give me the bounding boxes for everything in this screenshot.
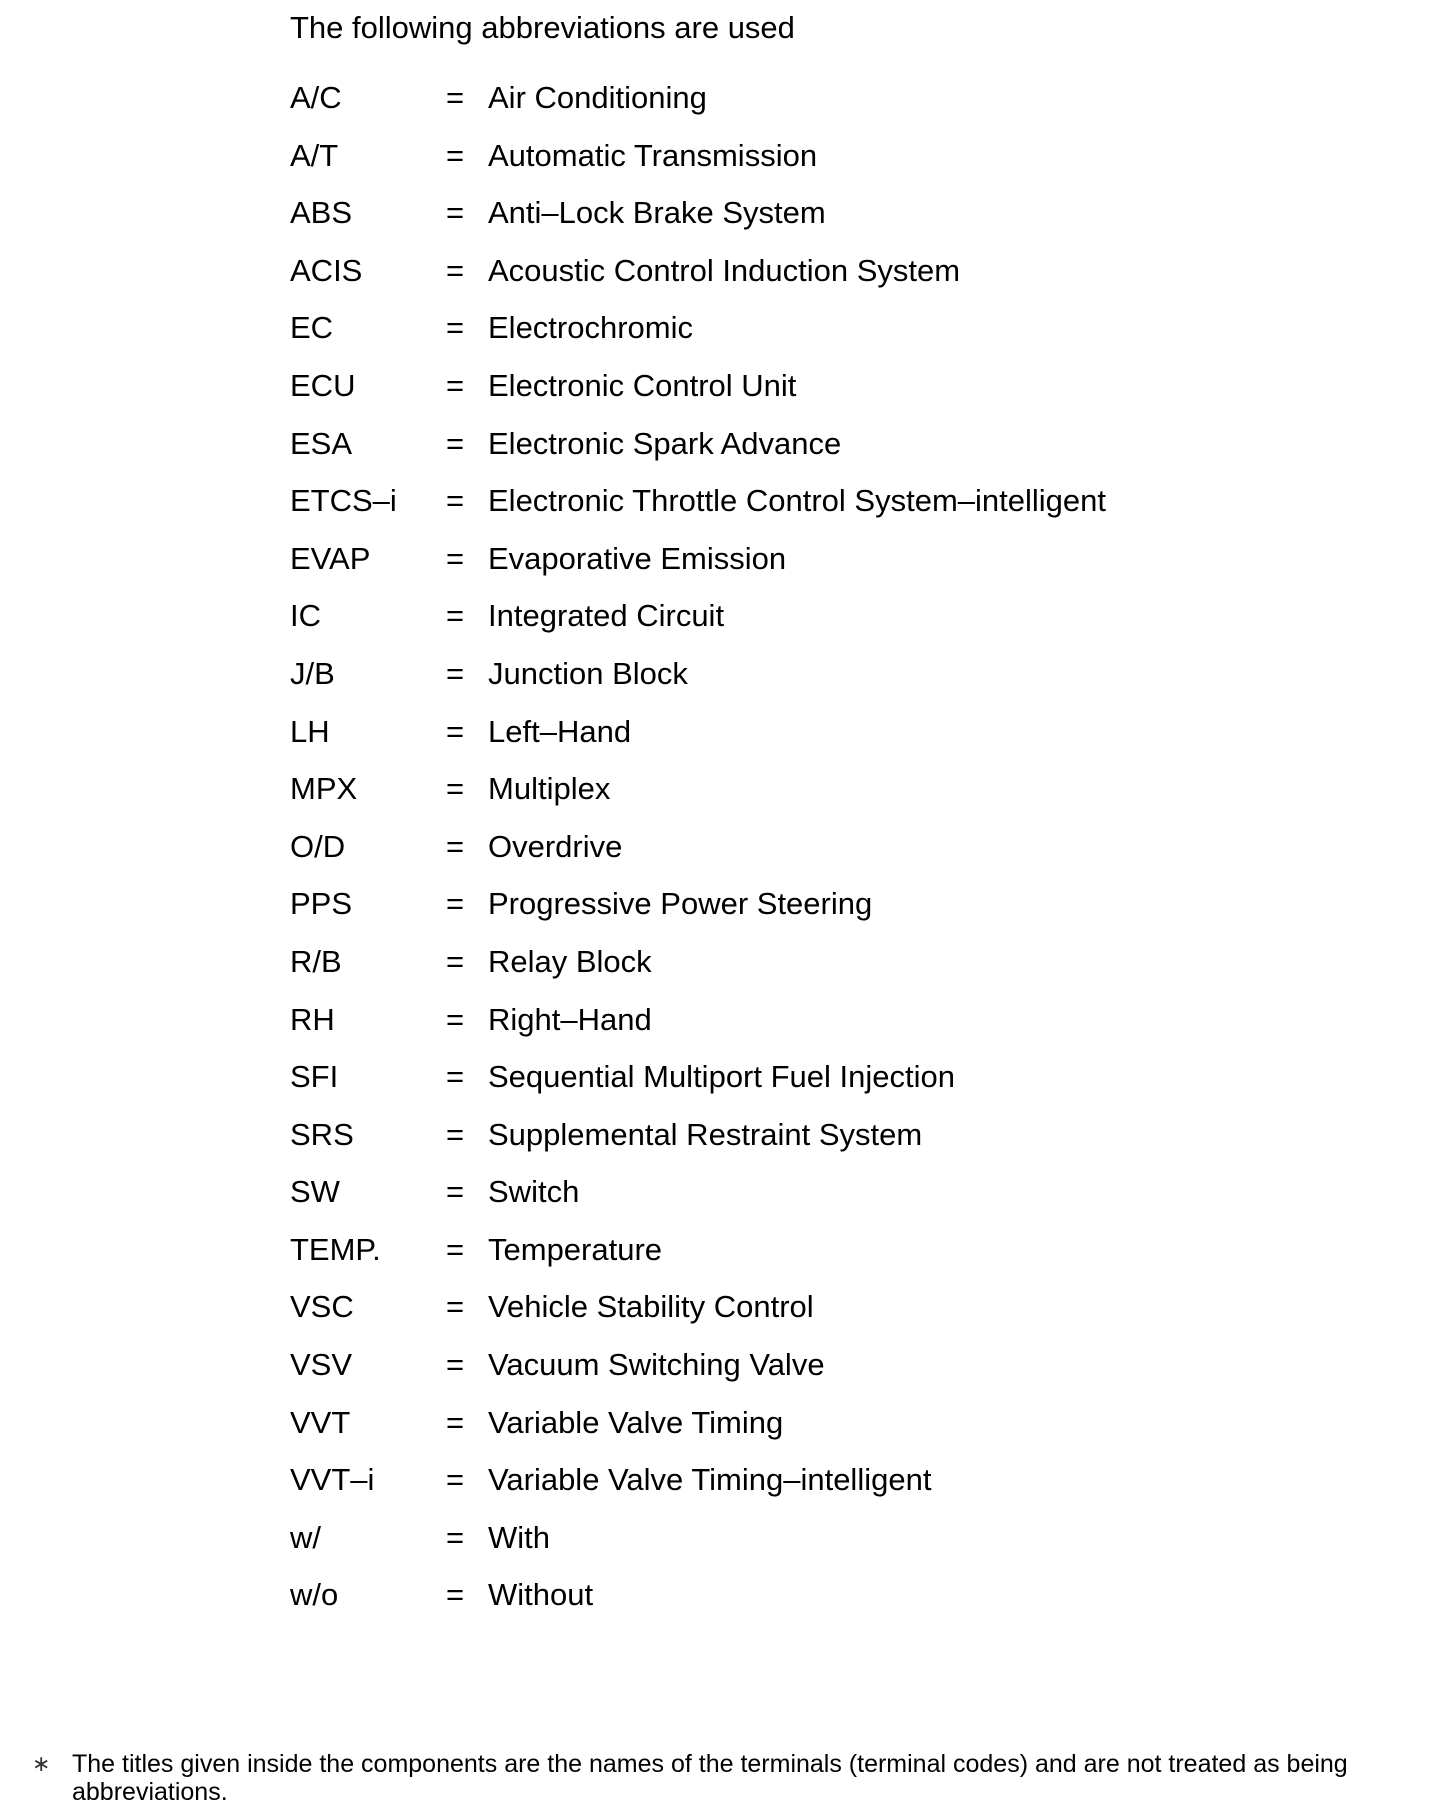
abbreviation-term: O/D (290, 828, 346, 864)
abbreviation-term: VVT–i (290, 1462, 375, 1498)
list-item (290, 827, 1106, 885)
abbreviation-term: ETCS–i (290, 483, 397, 519)
abbreviation-term: ESA (290, 425, 353, 461)
abbreviation-definition: Automatic Transmission (488, 137, 818, 173)
abbreviation-term: ACIS (290, 252, 363, 288)
list-item (290, 942, 1106, 1000)
abbreviation-definition: Air Conditioning (488, 80, 707, 115)
list-item (290, 1057, 1106, 1115)
equals-sign: = (445, 771, 465, 807)
equals-sign: = (445, 1001, 465, 1037)
list-item (290, 251, 1106, 309)
list-item (290, 1230, 1106, 1288)
abbreviation-term: VSC (290, 1289, 354, 1325)
list-item (290, 1575, 1106, 1633)
list-item (290, 1000, 1106, 1058)
abbreviation-definition: Relay Block (488, 943, 652, 979)
abbreviation-definition: Electronic Throttle Control System–intelligent (488, 483, 1106, 519)
abbreviation-term: EVAP (290, 540, 371, 576)
abbreviation-definition: Overdrive (488, 828, 623, 864)
abbreviation-term: SFI (290, 1059, 339, 1095)
equals-sign: = (445, 1347, 465, 1383)
equals-sign: = (445, 483, 465, 519)
list-item (290, 78, 1106, 136)
footnote-text: The titles given inside the components are the names of the terminals (terminal codes) and are not treated as being abbreviations. (72, 1750, 1348, 1806)
list-item (290, 1460, 1106, 1518)
abbreviation-term: J/B (290, 655, 335, 691)
list-item (290, 308, 1106, 366)
abbreviation-definition: Electronic Spark Advance (488, 425, 842, 461)
abbreviation-term: IC (290, 598, 321, 634)
list-item (290, 1287, 1106, 1345)
abbreviation-list (290, 78, 1106, 1633)
abbreviation-definition: Acoustic Control Induction System (488, 252, 961, 288)
equals-sign: = (445, 1174, 465, 1210)
list-item (290, 424, 1106, 482)
abbreviation-definition: Supplemental Restraint System (488, 1116, 923, 1152)
list-item (290, 193, 1106, 251)
abbreviation-term: SW (290, 1174, 340, 1210)
abbreviation-term: VVT (290, 1404, 351, 1440)
abbreviation-definition: Vehicle Stability Control (488, 1289, 814, 1325)
abbreviation-term: w/o (290, 1577, 339, 1613)
abbreviation-definition: Progressive Power Steering (488, 886, 873, 922)
equals-sign: = (445, 713, 465, 749)
abbreviation-definition: Without (488, 1577, 594, 1613)
equals-sign: = (445, 1116, 465, 1152)
equals-sign: = (445, 655, 465, 691)
abbreviation-definition: Evaporative Emission (488, 540, 787, 576)
equals-sign: = (445, 943, 465, 979)
equals-sign: = (445, 310, 465, 346)
equals-sign: = (445, 598, 465, 634)
equals-sign: = (445, 1577, 465, 1613)
equals-sign: = (445, 137, 465, 173)
abbreviation-definition: Right–Hand (488, 1001, 652, 1037)
equals-sign: = (445, 252, 465, 288)
abbreviation-term: EC (290, 310, 334, 346)
abbreviation-term: ABS (290, 195, 353, 231)
abbreviation-term: RH (290, 1001, 335, 1037)
abbreviation-definition: Vacuum Switching Valve (488, 1347, 825, 1383)
abbreviation-definition: Variable Valve Timing (488, 1404, 784, 1440)
abbreviation-definition: Left–Hand (488, 713, 632, 749)
abbreviation-definition: Junction Block (488, 655, 688, 691)
intro-text: The following abbreviations are used (290, 10, 795, 45)
equals-sign: = (445, 828, 465, 864)
equals-sign: = (445, 886, 465, 922)
list-item (290, 366, 1106, 424)
list-item (290, 1345, 1106, 1403)
list-item (290, 712, 1106, 770)
equals-sign: = (445, 80, 465, 115)
abbreviation-term: VSV (290, 1347, 353, 1383)
abbreviation-term: ECU (290, 367, 356, 403)
list-item (290, 1172, 1106, 1230)
abbreviation-term: w/ (290, 1519, 321, 1555)
equals-sign: = (445, 1519, 465, 1555)
abbreviation-term: A/C (290, 80, 342, 115)
list-item (290, 539, 1106, 597)
abbreviation-definition: Sequential Multiport Fuel Injection (488, 1059, 955, 1095)
abbreviation-definition: Integrated Circuit (488, 598, 725, 634)
equals-sign: = (445, 195, 465, 231)
list-item (290, 1518, 1106, 1576)
abbreviation-definition: Electronic Control Unit (488, 367, 797, 403)
abbreviation-term: SRS (290, 1116, 354, 1152)
list-item (290, 769, 1106, 827)
equals-sign: = (445, 425, 465, 461)
abbreviation-term: LH (290, 713, 330, 749)
list-item (290, 884, 1106, 942)
abbreviation-definition: Variable Valve Timing–intelligent (488, 1462, 932, 1498)
list-item (290, 481, 1106, 539)
abbreviation-definition: Temperature (488, 1231, 663, 1267)
equals-sign: = (445, 1059, 465, 1095)
list-item (290, 596, 1106, 654)
equals-sign: = (445, 367, 465, 403)
abbreviation-definition: Switch (488, 1174, 580, 1210)
abbreviation-term: MPX (290, 771, 358, 807)
list-item (290, 1115, 1106, 1173)
footnote (32, 1750, 1412, 1806)
abbreviation-term: PPS (290, 886, 353, 922)
abbreviation-definition: Multiplex (488, 771, 611, 807)
abbreviation-term: TEMP. (290, 1231, 381, 1267)
abbreviation-definition: Anti–Lock Brake System (488, 195, 826, 231)
list-item (290, 136, 1106, 194)
asterisk-icon: ∗ (32, 1751, 51, 1776)
equals-sign: = (445, 1404, 465, 1440)
equals-sign: = (445, 1231, 465, 1267)
abbreviation-definition: With (488, 1519, 550, 1555)
abbreviation-term: A/T (290, 137, 339, 173)
list-item (290, 1403, 1106, 1461)
equals-sign: = (445, 540, 465, 576)
equals-sign: = (445, 1462, 465, 1498)
list-item (290, 654, 1106, 712)
abbreviation-definition: Electrochromic (488, 310, 693, 346)
equals-sign: = (445, 1289, 465, 1325)
abbreviation-term: R/B (290, 943, 342, 979)
